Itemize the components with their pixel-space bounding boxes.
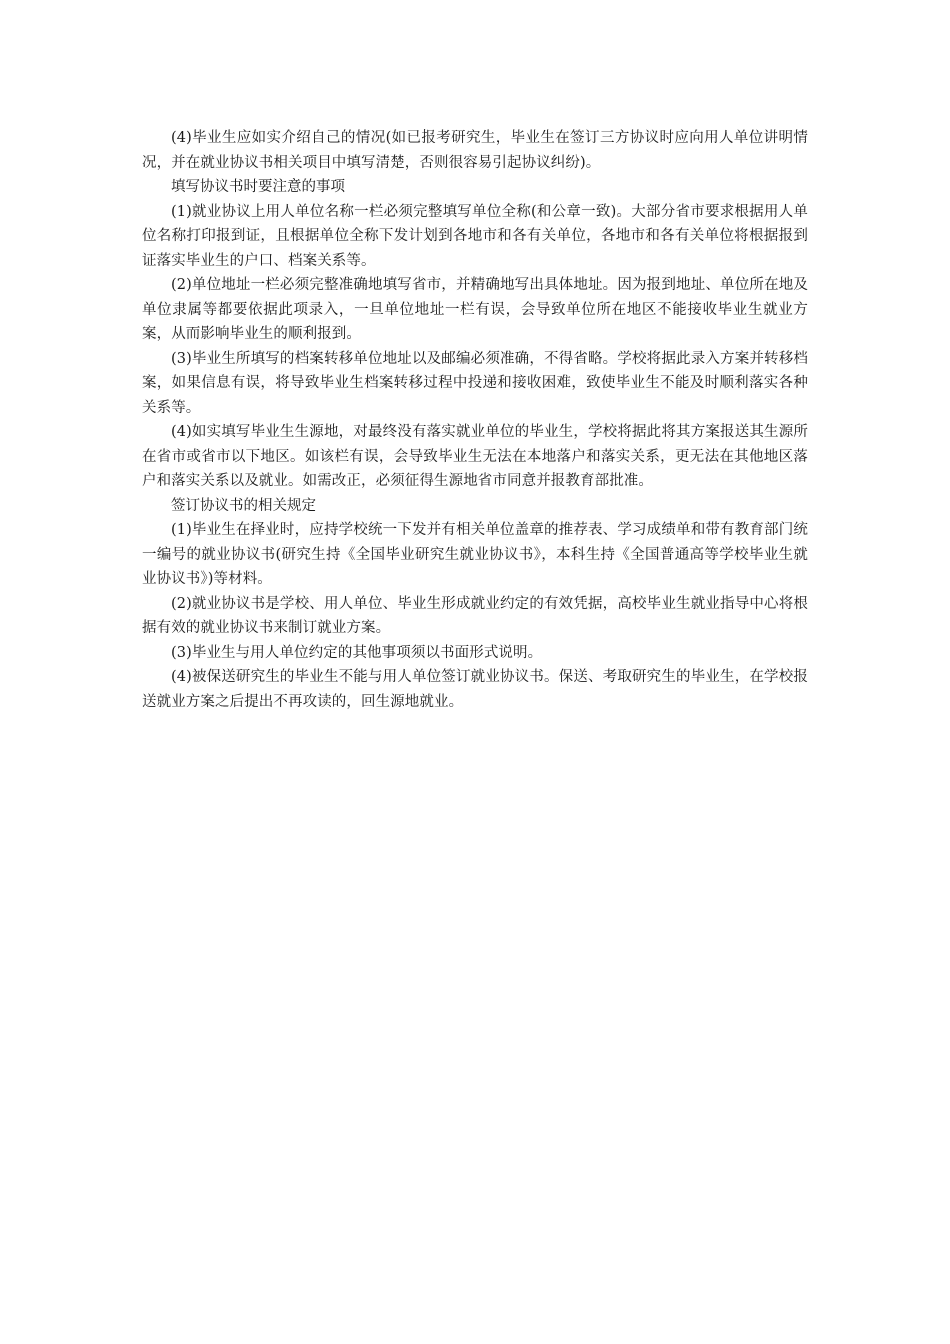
paragraph-employer-address: (2)单位地址一栏必须完整准确地填写省市，并精确地写出具体地址。因为报到地址、单位所在地及单位隶属等都要依据此项录入，一旦单位地址一栏有误，会导致单位所在地区不能接收毕业生就业方案，从而影响毕业生的顺利报到。 [142,277,808,342]
section-heading-filling-notes: 填写协议书时要注意的事项 [171,179,345,195]
paragraph-employer-name: (1)就业协议上用人单位名称一栏必须完整填写单位全称(和公章一致)。大部分省市要求根据用人单位名称打印报到证，且根据单位全称下发计划到各地市和各有关单位，各地市和各有关单位将根据报到证落实毕业生的户口、档案关系等。 [142,203,808,269]
paragraph-origin-place: (4)如实填写毕业生生源地，对最终没有落实就业单位的毕业生，学校将据此将其方案报送其生源所在省市或省市以下地区。如该栏有误，会导致毕业生无法在本地落户和落实关系，更无法在其他地区落户和落实关系以及就业。如需改正，必须征得生源地省市同意并报教育部批准。 [142,424,808,489]
paragraph-graduate-honesty: (4)毕业生应如实介绍自己的情况(如已报考研究生，毕业生在签订三方协议时应向用人单位讲明情况，并在就业协议书相关项目中填写清楚，否则很容易引起协议纠纷)。 [142,130,808,171]
paragraph-postgraduate-rule: (4)被保送研究生的毕业生不能与用人单位签订就业协议书。保送、考取研究生的毕业生，在学校报送就业方案之后提出不再攻读的，回生源地就业。 [142,669,808,710]
paragraph-archive-address: (3)毕业生所填写的档案转移单位地址以及邮编必须准确，不得省略。学校将据此录入方案并转移档案，如果信息有误，将导致毕业生档案转移过程中投递和接收困难，致使毕业生不能及时顺利落实各种关系等。 [142,350,808,416]
document-body [142,126,808,714]
section-heading-signing-rules: 签订协议书的相关规定 [171,497,316,514]
paragraph-agreement-validity: (2)就业协议书是学校、用人单位、毕业生形成就业约定的有效凭据，高校毕业生就业指导中心将根据有效的就业协议书来制订就业方案。 [142,595,808,636]
paragraph-written-terms: (3)毕业生与用人单位约定的其他事项须以书面形式说明。 [171,644,543,661]
paragraph-required-materials: (1)毕业生在择业时，应持学校统一下发并有相关单位盖章的推荐表、学习成绩单和带有教育部门统一编号的就业协议书(研究生持《全国毕业研究生就业协议书》，本科生持《全国普通高等学校毕业生就业协议书》)等材料。 [142,522,808,587]
